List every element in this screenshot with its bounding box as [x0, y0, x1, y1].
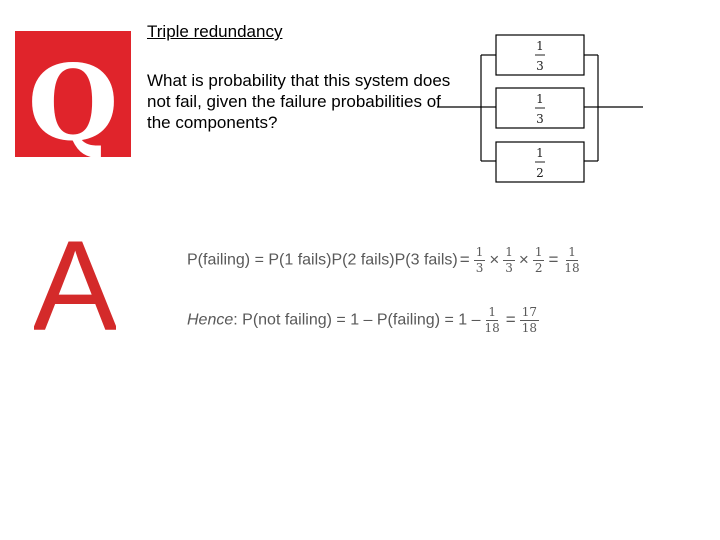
- fraction-denominator: 3: [505, 261, 513, 275]
- q-badge: [15, 31, 131, 157]
- component-1-denominator: 3: [536, 59, 544, 73]
- failing-expression: P(failing) = P(1 fails)P(2 fails)P(3 fails): [187, 251, 458, 269]
- result-fraction: [520, 306, 539, 335]
- fraction-numerator: 1: [488, 305, 496, 319]
- component-box-1: [496, 35, 584, 75]
- a-letter-graphic: [34, 235, 116, 335]
- component-2-denominator: 3: [536, 112, 544, 126]
- answer-line-2: [187, 306, 541, 335]
- q-letter: Q: [27, 41, 119, 157]
- fraction-1: [474, 246, 486, 275]
- fraction-numerator: 1: [534, 245, 543, 259]
- component-box-3: [496, 142, 584, 182]
- question-text: What is probability that this system does not fail, given the failure probabilities of the components?: [147, 71, 451, 132]
- times-sign: ×: [489, 249, 500, 269]
- hence-word: Hence: [187, 311, 234, 329]
- fraction-3: [533, 246, 545, 275]
- component-3-denominator: 2: [536, 166, 544, 180]
- fraction-denominator: 18: [521, 321, 537, 335]
- fraction-numerator: 1: [505, 245, 513, 259]
- fraction-denominator: 3: [475, 261, 484, 275]
- equals-sign: =: [505, 309, 516, 329]
- equals-sign: =: [548, 249, 559, 269]
- equals-sign: =: [459, 249, 470, 269]
- component-1-numerator: 1: [536, 39, 544, 53]
- component-2-numerator: 1: [536, 92, 544, 106]
- fraction-numerator: 1: [568, 245, 576, 259]
- times-sign: ×: [518, 249, 529, 269]
- result-fraction: [562, 246, 581, 275]
- answer-line-1: [187, 246, 584, 275]
- fraction-denominator: 2: [534, 261, 543, 275]
- slide-title: Triple redundancy: [147, 22, 283, 41]
- fraction-2: [503, 246, 515, 275]
- fraction-numerator: 17: [521, 305, 537, 319]
- a-badge: [34, 235, 116, 340]
- not-failing-expression: : P(not failing) = 1 – P(failing) = 1 –: [233, 311, 481, 329]
- component-box-2: [496, 88, 584, 128]
- fraction-denominator: 18: [484, 321, 500, 335]
- fraction-numerator: 1: [475, 245, 484, 259]
- fraction-denominator: 18: [564, 261, 580, 275]
- a-letter: A: [34, 235, 116, 335]
- q-letter-graphic: [15, 31, 131, 157]
- component-3-numerator: 1: [536, 146, 544, 160]
- fraction-1-18: [483, 306, 502, 335]
